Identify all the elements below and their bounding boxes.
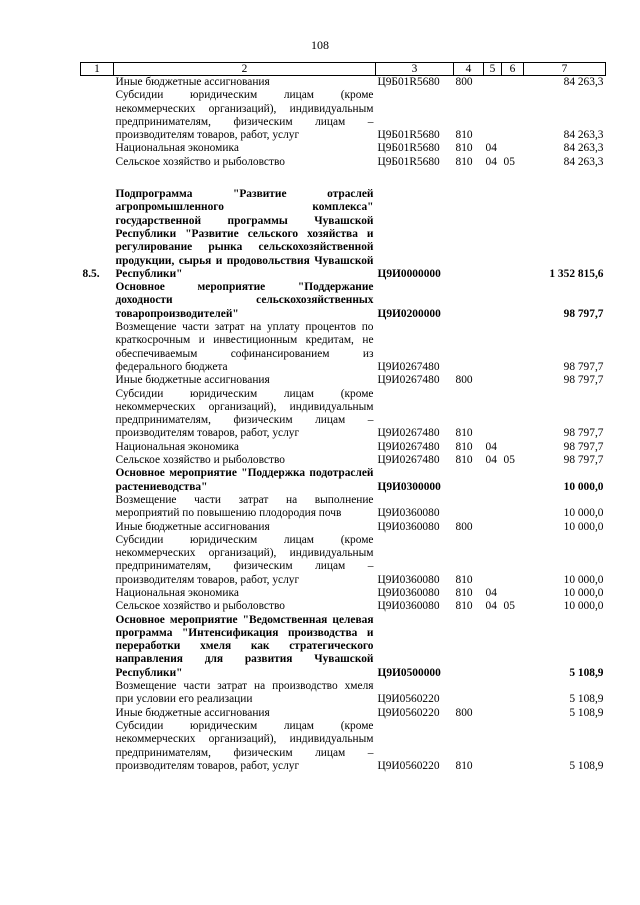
section — [484, 720, 502, 773]
table-row — [81, 600, 606, 613]
expense-type: 810 — [455, 142, 473, 155]
row-number — [81, 720, 114, 773]
row-description: Основное мероприятие "Поддержка подотраслей растениеводства" — [115, 467, 374, 493]
expense-type — [454, 281, 484, 321]
row-description: Субсидии юридическим лицам (кроме некоммерческих организаций), индивидуальным предпринимателям, физическим лицам – производителям товаров, работ, услуг — [115, 387, 374, 440]
row-description: Сельское хозяйство и рыболовство — [115, 454, 285, 467]
row-description: Субсидии юридическим лицам (кроме некоммерческих организаций), индивидуальным предпринимателям, физическим лицам – производителям товаров, работ, услуг — [115, 533, 374, 586]
subsection: 05 — [503, 155, 515, 168]
subsection — [502, 388, 524, 441]
section — [484, 281, 502, 321]
row-description: Субсидии юридическим лицам (кроме некоммерческих организаций), индивидуальным предпринимателям, физическим лицам – производителям товаров, работ, услуг — [115, 719, 374, 772]
row-description: Возмещение части затрат на выполнение мероприятий по повышению плодородия почв — [115, 493, 374, 520]
row-description: Сельское хозяйство и рыболовство — [115, 155, 285, 168]
subsection — [502, 534, 524, 587]
amount: 1 352 815,6 — [549, 267, 604, 280]
row-number — [81, 494, 114, 521]
row-number — [81, 521, 114, 534]
table-row — [81, 321, 606, 374]
row-number: 8.5. — [82, 267, 100, 280]
section: 04 — [485, 600, 497, 613]
column-header: 6 — [502, 63, 524, 76]
amount: 98 797,7 — [563, 307, 604, 320]
row-number — [81, 587, 114, 600]
expense-type: 810 — [455, 600, 473, 613]
target-article-code: Ц9Б01R5680 — [377, 155, 440, 168]
table-row — [81, 454, 606, 467]
table-row — [81, 614, 606, 680]
expense-type: 810 — [455, 586, 473, 599]
amount: 5 108,9 — [569, 706, 604, 719]
table-row — [81, 388, 606, 441]
target-article-code: Ц9И0200000 — [377, 307, 441, 320]
target-article-code: Ц9И0560220 — [377, 759, 440, 772]
target-article-code: Ц9И0360080 — [377, 573, 440, 586]
table-row — [81, 374, 606, 387]
expense-type — [454, 188, 484, 281]
amount: 84 263,3 — [563, 76, 604, 88]
row-description: Основное мероприятие "Ведомственная целевая программа "Интенсификация производства и переработки хмеля как стратегического направления для развития Чувашской Республики" — [115, 613, 374, 679]
section — [484, 388, 502, 441]
subsection: 05 — [503, 600, 515, 613]
amount: 5 108,9 — [569, 666, 604, 679]
expense-type: 810 — [455, 427, 473, 440]
expense-type: 800 — [455, 374, 473, 387]
column-header-row — [81, 63, 606, 76]
expense-type: 810 — [455, 573, 473, 586]
section: 04 — [485, 142, 497, 155]
section — [484, 707, 502, 720]
section — [484, 89, 502, 142]
subsection — [502, 441, 524, 454]
row-number — [81, 142, 114, 155]
target-article-code: Ц9И0267480 — [377, 454, 440, 467]
row-description: Подпрограмма "Развитие отраслей агропромышленного комплекса" государственной программы Чувашской Республики "Развитие сельского хозяйства и регулирование рынка сельскохозяйственной продукции, сырья и продовольствия Чувашской Республики" — [115, 188, 374, 280]
amount: 10 000,0 — [563, 507, 604, 520]
target-article-code: Ц9И0560220 — [377, 693, 440, 706]
table-row — [81, 720, 606, 773]
row-description: Национальная экономика — [115, 586, 239, 599]
amount: 98 797,7 — [563, 440, 604, 453]
section — [484, 521, 502, 534]
row-description: Иные бюджетные ассигнования — [115, 520, 270, 533]
row-description: Иные бюджетные ассигнования — [115, 374, 270, 387]
subsection — [502, 281, 524, 321]
target-article-code: Ц9И0267480 — [377, 360, 440, 373]
target-article-code: Ц9И0360080 — [377, 600, 440, 613]
section — [484, 614, 502, 680]
spacer-cell — [81, 169, 606, 188]
subsection — [502, 494, 524, 521]
amount: 10 000,0 — [563, 520, 604, 533]
subsection — [502, 188, 524, 281]
table-row — [81, 521, 606, 534]
page-number: 108 — [311, 38, 329, 52]
target-article-code: Ц9И0000000 — [377, 267, 441, 280]
target-article-code: Ц9Б01R5680 — [377, 142, 440, 155]
subsection — [502, 467, 524, 494]
row-number — [81, 156, 114, 169]
column-header: 4 — [454, 63, 484, 76]
target-article-code: Ц9И0560220 — [377, 706, 440, 719]
amount: 98 797,7 — [563, 374, 604, 387]
amount: 84 263,3 — [563, 129, 604, 142]
row-number — [81, 707, 114, 720]
subsection — [502, 680, 524, 707]
target-article-code: Ц9И0360080 — [377, 586, 440, 599]
subsection — [502, 707, 524, 720]
expense-type: 810 — [455, 440, 473, 453]
amount: 98 797,7 — [563, 427, 604, 440]
row-number — [81, 374, 114, 387]
expense-type — [454, 680, 484, 707]
subsection — [502, 720, 524, 773]
amount: 10 000,0 — [563, 480, 604, 493]
section: 04 — [485, 155, 497, 168]
table-row — [81, 587, 606, 600]
table-row — [81, 156, 606, 169]
subsection — [502, 521, 524, 534]
target-article-code: Ц9Б01R5680 — [377, 129, 440, 142]
row-number — [81, 441, 114, 454]
row-number — [81, 281, 114, 321]
column-header: 3 — [376, 63, 454, 76]
section — [484, 321, 502, 374]
amount: 84 263,3 — [563, 155, 604, 168]
column-header: 5 — [484, 63, 502, 76]
row-number — [81, 454, 114, 467]
expense-type: 810 — [455, 759, 473, 772]
expense-type — [454, 614, 484, 680]
table-row — [81, 680, 606, 707]
table-row — [81, 467, 606, 494]
amount: 84 263,3 — [563, 142, 604, 155]
target-article-code: Ц9И0300000 — [377, 480, 441, 493]
budget-table-body — [81, 63, 606, 774]
row-description: Субсидии юридическим лицам (кроме некоммерческих организаций), индивидуальным предпринимателям, физическим лицам – производителям товаров, работ, услуг — [115, 89, 374, 142]
row-description: Национальная экономика — [115, 440, 239, 453]
row-number — [81, 534, 114, 587]
amount: 5 108,9 — [569, 693, 604, 706]
target-article-code: Ц9И0267480 — [377, 374, 440, 387]
row-description: Сельское хозяйство и рыболовство — [115, 600, 285, 613]
target-article-code: Ц9Б01R5680 — [377, 76, 440, 88]
table-row — [81, 281, 606, 321]
table-row — [81, 494, 606, 521]
row-number — [81, 388, 114, 441]
table-row — [81, 188, 606, 281]
subsection — [502, 587, 524, 600]
subsection — [502, 89, 524, 142]
expense-type: 810 — [455, 454, 473, 467]
subsection — [502, 374, 524, 387]
section: 04 — [485, 440, 497, 453]
subsection — [502, 142, 524, 155]
subsection: 05 — [503, 454, 515, 467]
amount: 10 000,0 — [563, 573, 604, 586]
amount: 98 797,7 — [563, 360, 604, 373]
table-row — [81, 441, 606, 454]
row-number — [81, 614, 114, 680]
section — [484, 467, 502, 494]
row-number — [81, 600, 114, 613]
expense-type: 800 — [455, 706, 473, 719]
row-description: Возмещение части затрат на уплату процентов по краткосрочным и инвестиционным кредитам, не обеспечиваемым софинансированием из федерального бюджета — [115, 321, 374, 373]
table-row — [81, 142, 606, 155]
table-row — [81, 89, 606, 142]
section — [484, 534, 502, 587]
subsection — [502, 614, 524, 680]
row-number — [81, 467, 114, 494]
target-article-code: Ц9И0267480 — [377, 440, 440, 453]
section: 04 — [485, 454, 497, 467]
amount: 10 000,0 — [563, 600, 604, 613]
subsection — [502, 76, 524, 90]
table-row — [81, 534, 606, 587]
column-header: 1 — [81, 63, 114, 76]
budget-table — [80, 62, 606, 773]
table-row — [81, 707, 606, 720]
row-number — [81, 89, 114, 142]
section — [484, 188, 502, 281]
section — [484, 374, 502, 387]
expense-type: 800 — [455, 76, 473, 88]
row-number — [81, 680, 114, 707]
target-article-code: Ц9И0360080 — [377, 520, 440, 533]
section — [484, 680, 502, 707]
target-article-code: Ц9И0267480 — [377, 427, 440, 440]
expense-type: 800 — [455, 520, 473, 533]
section — [484, 76, 502, 90]
row-description: Возмещение части затрат на производство хмеля при условии его реализации — [115, 680, 374, 706]
row-description: Основное мероприятие "Поддержание доходности сельскохозяйственных товаропроизводителей" — [115, 281, 374, 320]
row-number — [81, 76, 114, 90]
expense-type — [454, 494, 484, 521]
amount: 10 000,0 — [563, 586, 604, 599]
expense-type — [454, 321, 484, 374]
column-header: 2 — [114, 63, 376, 76]
row-description: Иные бюджетные ассигнования — [115, 76, 270, 88]
target-article-code: Ц9И0360080 — [377, 507, 440, 520]
target-article-code: Ц9И0500000 — [377, 666, 441, 679]
expense-type — [454, 467, 484, 494]
section: 04 — [485, 586, 497, 599]
row-description: Иные бюджетные ассигнования — [115, 706, 270, 719]
expense-type: 810 — [455, 129, 473, 142]
row-number — [81, 321, 114, 374]
table-row — [81, 76, 606, 90]
amount: 98 797,7 — [563, 454, 604, 467]
spacer-row — [81, 169, 606, 188]
row-description: Национальная экономика — [115, 142, 239, 155]
column-header: 7 — [524, 63, 606, 76]
section — [484, 494, 502, 521]
subsection — [502, 321, 524, 374]
expense-type: 810 — [455, 155, 473, 168]
amount: 5 108,9 — [569, 759, 604, 772]
